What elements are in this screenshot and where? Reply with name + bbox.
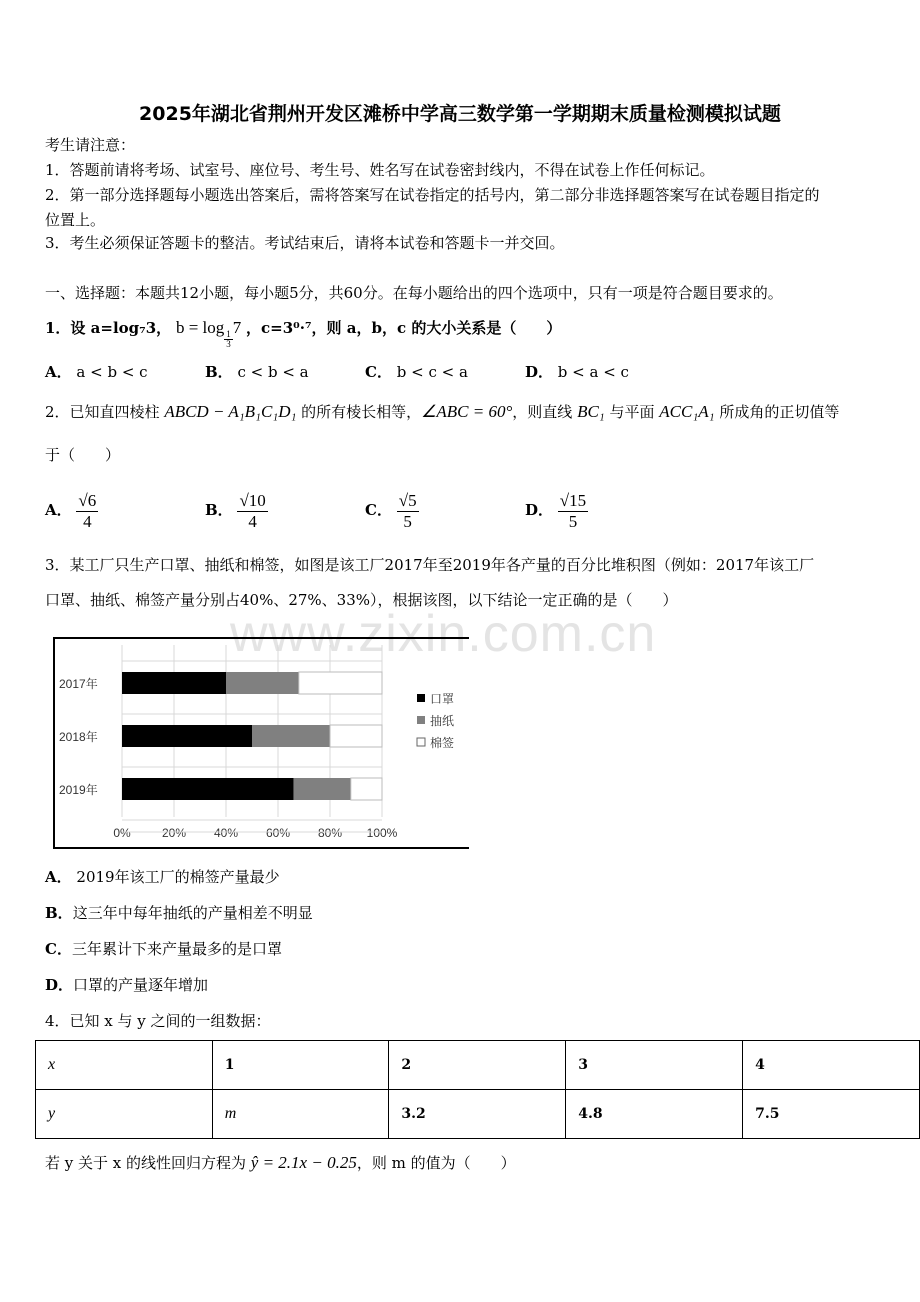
table-cell: 1 <box>212 1041 389 1090</box>
bar-棉签 <box>299 672 382 694</box>
x-tick-label: 0% <box>113 826 131 840</box>
fraction <box>76 491 98 532</box>
denominator: 4 <box>83 511 92 531</box>
q1-option-c[interactable] <box>365 362 468 382</box>
q1-b-arg: 7 <box>232 318 242 337</box>
text: 所成角的正切值等 <box>714 403 840 421</box>
q2-option-b[interactable] <box>205 485 268 535</box>
option-text: c < b < a <box>237 363 309 381</box>
y-tick-label: 2017年 <box>59 677 98 691</box>
q1-post: ，c=3⁰·⁷，则 a，b，c 的大小关系是（ ） <box>246 319 562 337</box>
q3-line1: 3．某工厂只生产口罩、抽纸和棉签，如图是该工厂2017年至2019年各产量的百分比堆积图（例如：2017年该工厂 <box>45 556 815 574</box>
y-tick-label: 2018年 <box>59 730 98 744</box>
text: 与平面 <box>604 403 660 421</box>
q4-final <box>45 1153 516 1173</box>
q1-option-b[interactable] <box>205 362 309 382</box>
notice-item: 位置上。 <box>45 211 106 229</box>
q1-option-d[interactable] <box>525 362 629 382</box>
notice-item: 3．考生必须保证答题卡的整洁。考试结束后，请将本试卷和答题卡一并交回。 <box>45 234 565 252</box>
q1-b-expr: b = log <box>175 318 225 337</box>
q2-option-c[interactable] <box>365 485 419 535</box>
option-text: a < b < c <box>76 363 148 381</box>
bar-棉签 <box>330 725 382 747</box>
legend-label: 棉签 <box>430 736 455 750</box>
math: BC₁ <box>577 402 605 421</box>
chart-svg <box>55 639 469 847</box>
bar-口罩 <box>122 778 294 800</box>
text: 2．已知直四棱柱 <box>45 403 165 421</box>
text: 的所有棱长相等， <box>296 403 422 421</box>
option-text: 这三年中每年抽纸的产量相差不明显 <box>72 904 313 922</box>
math: ABCD − A₁B₁C₁D₁ <box>164 402 297 421</box>
q3-option-b[interactable] <box>45 903 313 923</box>
text: ，则直线 <box>512 403 578 421</box>
notice-item: 2．第一部分选择题每小题选出答案后，需将答案写在试卷指定的括号内，第二部分非选择题答案写在试卷题目指定的 <box>45 186 820 204</box>
option-label: B． <box>45 904 73 922</box>
table-cell: 4 <box>743 1041 920 1090</box>
numerator: √15 <box>559 490 587 510</box>
x-tick-label: 20% <box>161 826 187 840</box>
option-text: 口罩的产量逐年增加 <box>73 976 209 994</box>
table-cell: 7.5 <box>743 1090 920 1139</box>
bar-口罩 <box>122 725 252 747</box>
q2-line2: 于（ ） <box>45 446 121 464</box>
x-tick-label: 80% <box>317 826 343 840</box>
bar-抽纸 <box>252 725 330 747</box>
base-num: 1 <box>226 329 231 339</box>
x-tick-label: 40% <box>213 826 239 840</box>
table-cell: 4.8 <box>566 1090 743 1139</box>
base-den: 3 <box>226 339 231 349</box>
notice-heading: 考生请注意： <box>45 136 136 154</box>
numerator: √6 <box>78 490 97 510</box>
legend-label: 抽纸 <box>430 714 455 728</box>
bar-口罩 <box>122 672 226 694</box>
option-text: b < c < a <box>396 363 468 381</box>
bar-棉签 <box>351 778 382 800</box>
legend-swatch <box>417 716 425 724</box>
table-row <box>36 1041 920 1090</box>
text: ，则 m 的值为（ ） <box>356 1154 516 1172</box>
x-tick-label: 60% <box>265 826 291 840</box>
math: ∠ABC = 60° <box>421 402 513 421</box>
text: 若 y 关于 x 的线性回归方程为 <box>45 1154 251 1172</box>
denominator: 5 <box>568 511 578 531</box>
q2-option-a[interactable] <box>45 485 98 535</box>
q3-option-a[interactable] <box>45 867 280 887</box>
option-label: C． <box>365 501 392 519</box>
regression-equation: ŷ = 2.1x − 0.25 <box>250 1153 357 1172</box>
table-cell: 3 <box>566 1041 743 1090</box>
bar-抽纸 <box>226 672 299 694</box>
fraction <box>397 491 419 532</box>
math: ACC₁A₁ <box>659 402 715 421</box>
legend-swatch <box>417 738 425 746</box>
legend-label: 口罩 <box>430 692 455 706</box>
table-row <box>36 1090 920 1139</box>
denominator: 4 <box>248 511 257 531</box>
page-title: 2025年湖北省荆州开发区滩桥中学高三数学第一学期期末质量检测模拟试题 <box>139 103 781 125</box>
watermark: www.zixin.com.cn <box>230 605 657 663</box>
y-tick-label: 2019年 <box>59 783 98 797</box>
table-cell: 2 <box>389 1041 566 1090</box>
q3-option-c[interactable] <box>45 939 282 959</box>
table-cell: x <box>36 1041 213 1090</box>
option-label: A． <box>45 363 72 381</box>
data-table <box>35 1040 920 1139</box>
q3-line2: 口罩、抽纸、棉签产量分别占40%、27%、33%），根据该图，以下结论一定正确的是（ ） <box>45 591 678 609</box>
q3-option-d[interactable] <box>45 975 208 995</box>
option-label: A． <box>45 868 72 886</box>
legend-swatch <box>417 694 425 702</box>
option-text: b < a < c <box>557 363 629 381</box>
option-text: 三年累计下来产量最多的是口罩 <box>71 940 282 958</box>
option-label: A． <box>45 501 72 519</box>
question-2 <box>45 402 839 422</box>
bar-抽纸 <box>294 778 351 800</box>
q2-option-d[interactable] <box>525 485 588 535</box>
option-text: 2019年该工厂的棉签产量最少 <box>76 868 280 886</box>
q4-intro: 4．已知 x 与 y 之间的一组数据： <box>45 1012 271 1030</box>
section-heading: 一、选择题：本题共12小题，每小题5分，共60分。在每小题给出的四个选项中，只有一项是符合题目要求的。 <box>45 284 783 302</box>
q1-option-a[interactable] <box>45 362 148 382</box>
question-1 <box>45 310 561 349</box>
x-tick-label: 100% <box>366 826 398 840</box>
table-cell: y <box>36 1090 213 1139</box>
option-label: B． <box>205 501 233 519</box>
option-label: C． <box>365 363 392 381</box>
option-label: D． <box>525 501 554 519</box>
notice-item: 1．答题前请将考场、试室号、座位号、考生号、姓名写在试卷密封线内，不得在试卷上作任何标记。 <box>45 161 715 179</box>
q1-pre: 1．设 a=log₇3， <box>45 319 172 337</box>
table-cell: 3.2 <box>389 1090 566 1139</box>
option-label: D． <box>525 363 554 381</box>
numerator: √10 <box>239 490 266 510</box>
option-label: B． <box>205 363 233 381</box>
table-cell: m <box>212 1090 389 1139</box>
fraction <box>237 491 267 532</box>
denominator: 5 <box>403 511 412 531</box>
option-label: C． <box>45 940 72 958</box>
q1-log-base <box>224 330 233 349</box>
fraction <box>558 491 588 532</box>
stacked-bar-chart <box>53 637 469 849</box>
numerator: √5 <box>398 490 417 510</box>
option-label: D． <box>45 976 74 994</box>
